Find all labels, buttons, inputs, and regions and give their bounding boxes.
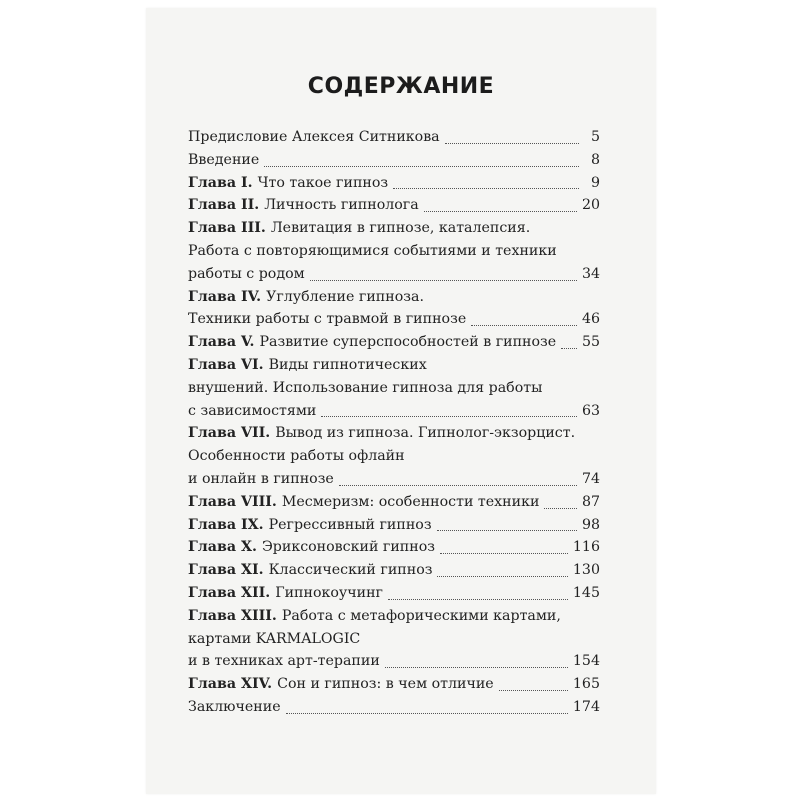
dot-leader bbox=[445, 143, 579, 144]
toc-line bbox=[188, 514, 600, 537]
toc-line bbox=[188, 650, 600, 673]
page-number: 55 bbox=[581, 334, 600, 351]
page-number: 98 bbox=[581, 516, 600, 533]
page-number: 74 bbox=[581, 470, 600, 487]
entry-title: Техники работы с травмой в гипнозе bbox=[188, 311, 467, 328]
entry-title: Работа с повторяющимися событиями и техники bbox=[188, 242, 557, 259]
chapter-prefix: Глава VI. bbox=[188, 356, 264, 373]
toc-line bbox=[188, 126, 600, 149]
entry-title: Виды гипнотических bbox=[268, 356, 427, 373]
chapter-prefix: Глава X. bbox=[188, 539, 257, 556]
entry-title: Сон и гипноз: в чем отличие bbox=[277, 676, 494, 693]
page-number: 130 bbox=[572, 562, 600, 579]
dot-leader bbox=[385, 667, 568, 668]
entry-title: Левитация в гипнозе, каталепсия. bbox=[270, 220, 531, 237]
entry-title: Личность гипнолога bbox=[264, 197, 419, 214]
toc-entry bbox=[188, 331, 600, 354]
page-number: 34 bbox=[581, 265, 600, 282]
chapter-prefix: Глава XI. bbox=[188, 562, 264, 579]
toc-line bbox=[188, 149, 600, 172]
chapter-prefix: Глава XIV. bbox=[188, 676, 273, 693]
page-number: 63 bbox=[581, 402, 600, 419]
entry-title: Предисловие Алексея Ситникова bbox=[188, 129, 440, 145]
page-number: 5 bbox=[590, 129, 600, 145]
toc-entry bbox=[188, 194, 600, 217]
toc-entry bbox=[188, 559, 600, 582]
page-number: 145 bbox=[572, 584, 600, 601]
toc-line bbox=[188, 194, 600, 217]
toc-entry bbox=[188, 605, 600, 673]
dot-leader bbox=[393, 188, 579, 189]
toc-line bbox=[188, 628, 600, 651]
toc-line bbox=[188, 172, 600, 195]
toc-line bbox=[188, 445, 600, 468]
entry-title: Углубление гипноза. bbox=[266, 288, 424, 305]
toc-entry bbox=[188, 514, 600, 537]
entry-title: с зависимостями bbox=[188, 402, 317, 419]
entry-title: Гипнокоучинг bbox=[275, 584, 383, 601]
dot-leader bbox=[310, 280, 577, 281]
toc-line bbox=[188, 240, 600, 263]
page-number: 116 bbox=[572, 539, 600, 556]
toc-entry bbox=[188, 696, 600, 719]
toc-line bbox=[188, 354, 600, 377]
entry-title: Работа с метафорическими картами, bbox=[281, 607, 561, 624]
toc-line bbox=[188, 673, 600, 696]
toc-line bbox=[188, 377, 600, 400]
entry-title: Месмеризм: особенности техники bbox=[281, 493, 540, 510]
entry-title: Особенности работы офлайн bbox=[188, 448, 405, 465]
entry-title: Регрессивный гипноз bbox=[268, 516, 432, 533]
chapter-prefix: Глава IX. bbox=[188, 516, 264, 533]
page-title: СОДЕРЖАНИЕ bbox=[307, 74, 495, 99]
toc-line bbox=[188, 536, 600, 559]
dot-leader bbox=[388, 599, 568, 600]
page-number: 174 bbox=[572, 698, 600, 715]
toc-entry bbox=[188, 286, 600, 332]
dot-leader bbox=[424, 211, 577, 212]
toc-line bbox=[188, 468, 600, 491]
table-of-contents bbox=[188, 126, 600, 719]
page-number: 87 bbox=[581, 493, 600, 510]
page-number: 154 bbox=[572, 653, 600, 670]
dot-leader bbox=[561, 348, 577, 349]
book-page bbox=[146, 8, 656, 794]
chapter-prefix: Глава III. bbox=[188, 220, 266, 237]
toc-line bbox=[188, 696, 600, 719]
toc-line bbox=[188, 217, 600, 240]
toc-entry bbox=[188, 422, 600, 490]
toc-entry bbox=[188, 491, 600, 514]
dot-leader bbox=[286, 713, 568, 714]
dot-leader bbox=[339, 485, 577, 486]
chapter-prefix: Глава XIII. bbox=[188, 607, 277, 624]
toc-line bbox=[188, 422, 600, 445]
dot-leader bbox=[544, 508, 577, 509]
toc-entry bbox=[188, 149, 600, 172]
dot-leader bbox=[437, 530, 577, 531]
entry-title: Заключение bbox=[188, 698, 281, 715]
page-number: 20 bbox=[581, 197, 600, 214]
dot-leader bbox=[440, 553, 568, 554]
toc-line bbox=[188, 582, 600, 605]
page-number: 8 bbox=[590, 151, 600, 168]
entry-title: Что такое гипноз bbox=[257, 174, 389, 191]
entry-title: и онлайн в гипнозе bbox=[188, 470, 334, 487]
toc-line bbox=[188, 559, 600, 582]
entry-title: Эриксоновский гипноз bbox=[261, 539, 435, 556]
entry-title: Классический гипноз bbox=[268, 562, 433, 579]
toc-entry bbox=[188, 172, 600, 195]
toc-entry bbox=[188, 217, 600, 285]
entry-title: внушений. Использование гипноза для работы bbox=[188, 379, 543, 396]
toc-line bbox=[188, 491, 600, 514]
toc-entry bbox=[188, 126, 600, 149]
entry-title: Вывод из гипноза. Гипнолог-экзорцист. bbox=[275, 425, 576, 442]
dot-leader bbox=[321, 416, 577, 417]
toc-entry bbox=[188, 536, 600, 559]
dot-leader bbox=[471, 325, 577, 326]
page-number: 9 bbox=[590, 174, 600, 191]
toc-line bbox=[188, 263, 600, 286]
chapter-prefix: Глава VII. bbox=[188, 425, 271, 442]
dot-leader bbox=[264, 166, 579, 167]
toc-entry bbox=[188, 354, 600, 422]
chapter-prefix: Глава IV. bbox=[188, 288, 262, 305]
page-number: 165 bbox=[572, 676, 600, 693]
entry-title: картами KARMALOGIC bbox=[188, 630, 361, 647]
entry-title: Введение bbox=[188, 151, 260, 168]
toc-entry bbox=[188, 582, 600, 605]
dot-leader bbox=[437, 576, 567, 577]
toc-line bbox=[188, 286, 600, 309]
entry-title: Развитие суперспособностей в гипнозе bbox=[259, 334, 557, 351]
toc-line bbox=[188, 331, 600, 354]
page-number: 46 bbox=[581, 311, 600, 328]
entry-title: и в техниках арт-терапии bbox=[188, 653, 380, 670]
entry-title: работы с родом bbox=[188, 265, 305, 282]
chapter-prefix: Глава II. bbox=[188, 197, 260, 214]
chapter-prefix: Глава V. bbox=[188, 334, 255, 351]
chapter-prefix: Глава VIII. bbox=[188, 493, 277, 510]
toc-line bbox=[188, 605, 600, 628]
dot-leader bbox=[499, 690, 568, 691]
toc-line bbox=[188, 308, 600, 331]
chapter-prefix: Глава I. bbox=[188, 174, 253, 191]
toc-line bbox=[188, 400, 600, 423]
toc-entry bbox=[188, 673, 600, 696]
chapter-prefix: Глава XII. bbox=[188, 584, 271, 601]
